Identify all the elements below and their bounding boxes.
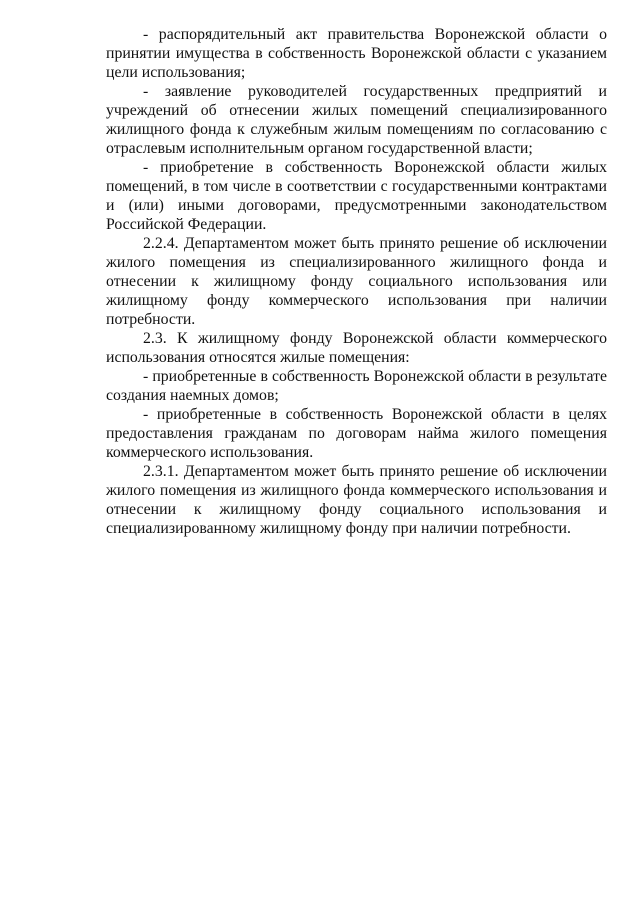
clause-2-3-1: 2.3.1. Департаментом может быть принято решение об исключении жилого помещения из жилищного фонда коммерческого использования и отнесении к жилищному фонду социального использования и специализированному жилищному фонду при наличии потребности. (106, 463, 607, 537)
list-item-commercial-lease: - приобретенные в собственность Воронежской области в целях предоставления гражданам по договорам найма жилого помещения коммерческого использования. (106, 406, 607, 461)
clause-2-2-4: 2.2.4. Департаментом может быть принято решение об исключении жилого помещения из специализированного жилищного фонда и отнесении к жилищному фонду социального использования или жилищному фонду коммерческого использования при наличии потребности. (106, 235, 607, 328)
list-item-rental-houses: - приобретенные в собственность Воронежской области в результате создания наемных домов; (106, 368, 607, 404)
document-page (106, 25, 607, 538)
clause-2-3: 2.3. К жилищному фонду Воронежской области коммерческого использования относятся жилые помещения: (106, 330, 607, 366)
list-item-administrative-act: - распорядительный акт правительства Воронежской области о принятии имущества в собственность Воронежской области с указанием цели использования; (106, 26, 607, 81)
list-item-property-acquisition: - приобретение в собственность Воронежской области жилых помещений, в том числе в соответствии с государственными контрактами и (или) иными договорами, предусмотренными законодательством Российской Федерации. (106, 159, 607, 233)
list-item-managers-application: - заявление руководителей государственных предприятий и учреждений об отнесении жилых помещений специализированного жилищного фонда к служебным жилым помещениям по согласованию с отраслевым исполнительным органом государственной власти; (106, 83, 607, 157)
